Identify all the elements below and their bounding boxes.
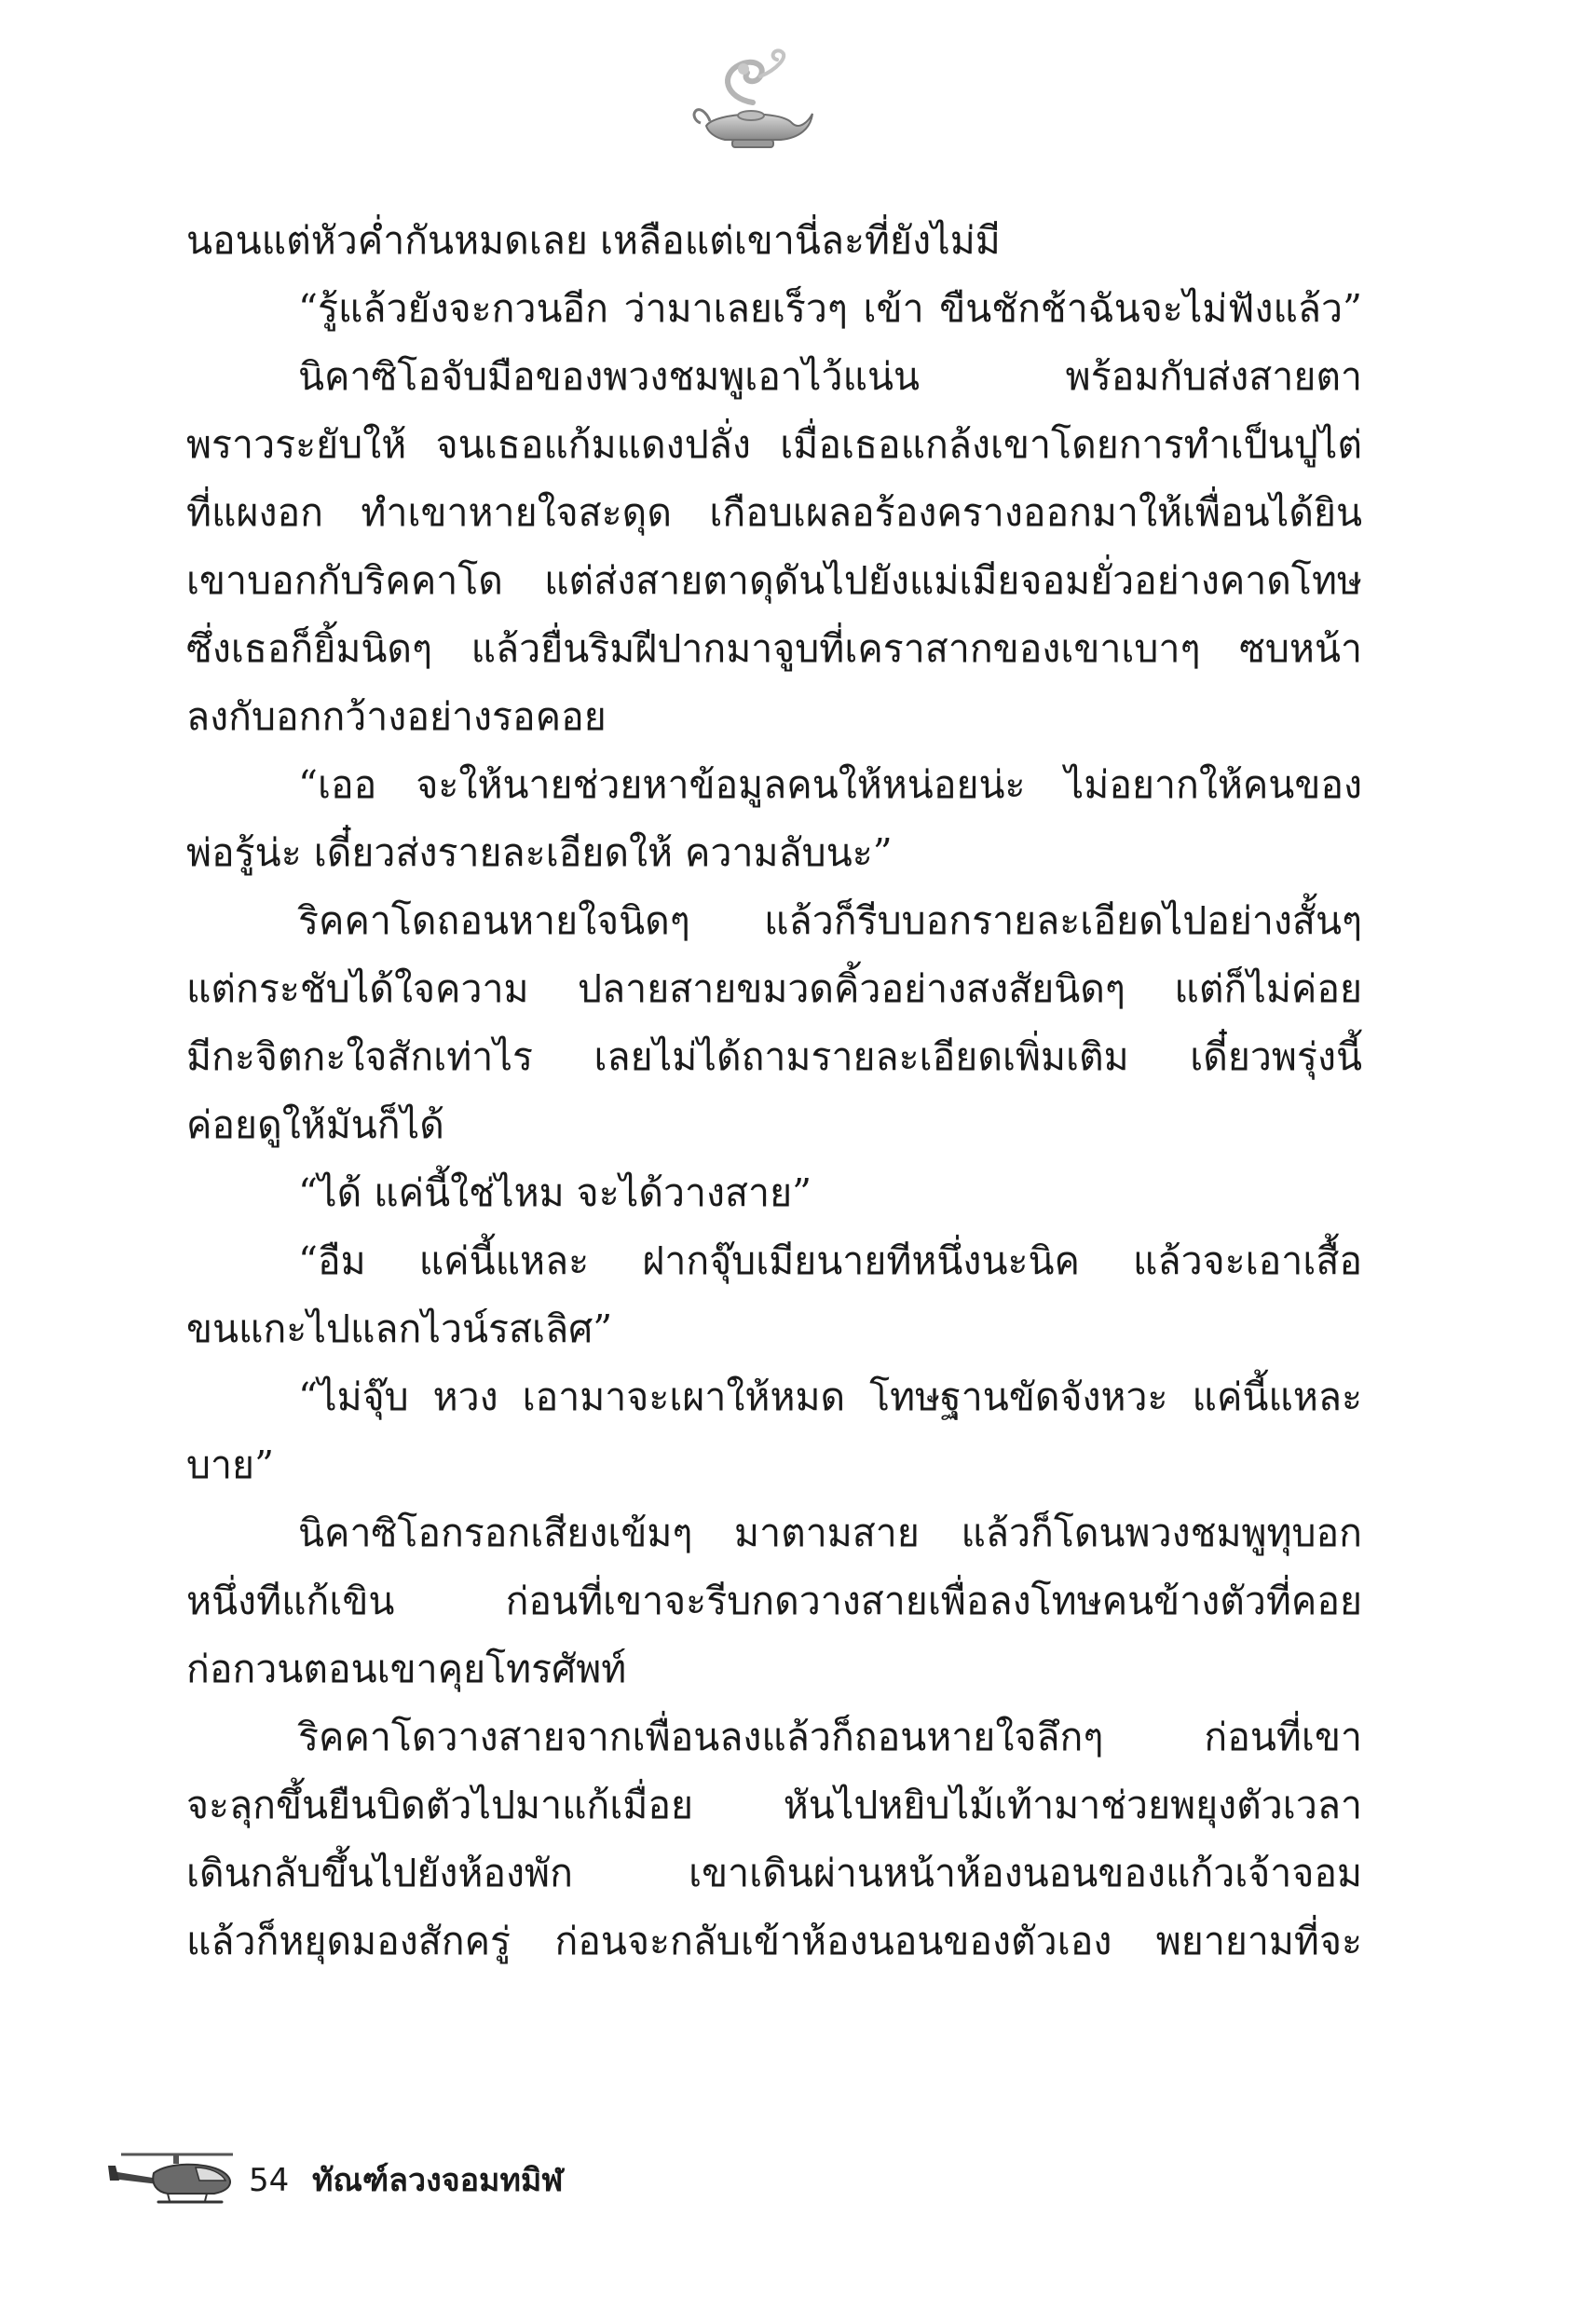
text-line: บาย”: [186, 1443, 275, 1487]
text-line: “ได้ แค่นี้ใช่ไหม จะได้วางสาย”: [298, 1170, 812, 1215]
page-number: 54: [249, 2162, 290, 2199]
book-title: ทัณฑ์ลวงจอมทมิฬ: [312, 2162, 564, 2199]
text-line: จะลุกขึ้นยืนบิดตัวไปมาแก้เมื่อย หันไปหยิบไม้เท้ามาช่วยพยุงตัวเวลา: [186, 1783, 1362, 1827]
genie-lamp-icon: [688, 47, 818, 158]
text-line: หนึ่งทีแก้เขิน ก่อนที่เขาจะรีบกดวางสายเพื่อลงโทษคนข้างตัวที่คอย: [186, 1579, 1362, 1623]
text-line: ที่แผงอก ทำเขาหายใจสะดุด เกือบเผลอร้องครางออกมาให้เพื่อนได้ยิน: [186, 490, 1362, 535]
text-line: ซึ่งเธอก็ยิ้มนิดๆ แล้วยื่นริมฝีปากมาจูบที่เคราสากของเขาเบาๆ ซบหน้า: [186, 626, 1362, 671]
helicopter-icon: [102, 2143, 242, 2218]
text-line: ค่อยดูให้มันก็ได้: [186, 1102, 444, 1147]
text-line: ขนแกะไปแลกไวน์รสเลิศ”: [186, 1306, 613, 1351]
text-line: ริคคาโดวางสายจากเพื่อนลงแล้วก็ถอนหายใจลึกๆ ก่อนที่เขา: [298, 1715, 1362, 1759]
text-line: ก่อกวนตอนเขาคุยโทรศัพท์: [186, 1647, 627, 1691]
text-line: นิคาซิโอกรอกเสียงเข้มๆ มาตามสาย แล้วก็โดนพวงชมพูทุบอก: [298, 1511, 1362, 1555]
text-line: “เออ จะให้นายช่วยหาข้อมูลคนให้หน่อยน่ะ ไม่อยากให้คนของ: [298, 762, 1362, 807]
page-footer: [102, 2143, 755, 2218]
text-line: เขาบอกกับริคคาโด แต่ส่งสายตาดุดันไปยังแม่เมียจอมยั่วอย่างคาดโทษ: [186, 558, 1362, 603]
text-line: พ่อรู้น่ะ เดี๋ยวส่งรายละเอียดให้ ความลับนะ”: [186, 830, 893, 875]
text-line: นิคาซิโอจับมือของพวงชมพูเอาไว้แน่น พร้อมกับส่งสายตา: [298, 354, 1362, 399]
text-line: ริคคาโดถอนหายใจนิดๆ แล้วก็รีบบอกรายละเอียดไปอย่างสั้นๆ: [298, 898, 1362, 943]
text-line: มีกะจิตกะใจสักเท่าไร เลยไม่ได้ถามรายละเอียดเพิ่มเติม เดี๋ยวพรุ่งนี้: [186, 1034, 1362, 1079]
text-line: “อืม แค่นี้แหละ ฝากจุ๊บเมียนายทีหนึ่งนะนิค แล้วจะเอาเสื้อ: [298, 1238, 1362, 1283]
text-line: เดินกลับขึ้นไปยังห้องพัก เขาเดินผ่านหน้าห้องนอนของแก้วเจ้าจอม: [186, 1851, 1362, 1895]
text-line: แล้วก็หยุดมองสักครู่ ก่อนจะกลับเข้าห้องนอนของตัวเอง พยายามที่จะ: [186, 1919, 1362, 1963]
text-line: นอนแต่หัวค่ำกันหมดเลย เหลือแต่เขานี่ละที่ยังไม่มี: [186, 218, 1001, 263]
text-line: “ไม่จุ๊บ หวง เอามาจะเผาให้หมด โทษฐานขัดจังหวะ แค่นี้แหละ: [298, 1374, 1362, 1419]
text-line: แต่กระชับได้ใจความ ปลายสายขมวดคิ้วอย่างสงสัยนิดๆ แต่ก็ไม่ค่อย: [186, 966, 1362, 1011]
body-text: [186, 207, 1362, 1976]
text-line: พราวระยับให้ จนเธอแก้มแดงปลั่ง เมื่อเธอแกล้งเขาโดยการทำเป็นปูไต่: [186, 422, 1362, 467]
text-line: “รู้แล้วยังจะกวนอีก ว่ามาเลยเร็วๆ เข้า ขืนชักช้าฉันจะไม่ฟังแล้ว”: [298, 286, 1362, 331]
text-line: ลงกับอกกว้างอย่างรอคอย: [186, 694, 607, 739]
